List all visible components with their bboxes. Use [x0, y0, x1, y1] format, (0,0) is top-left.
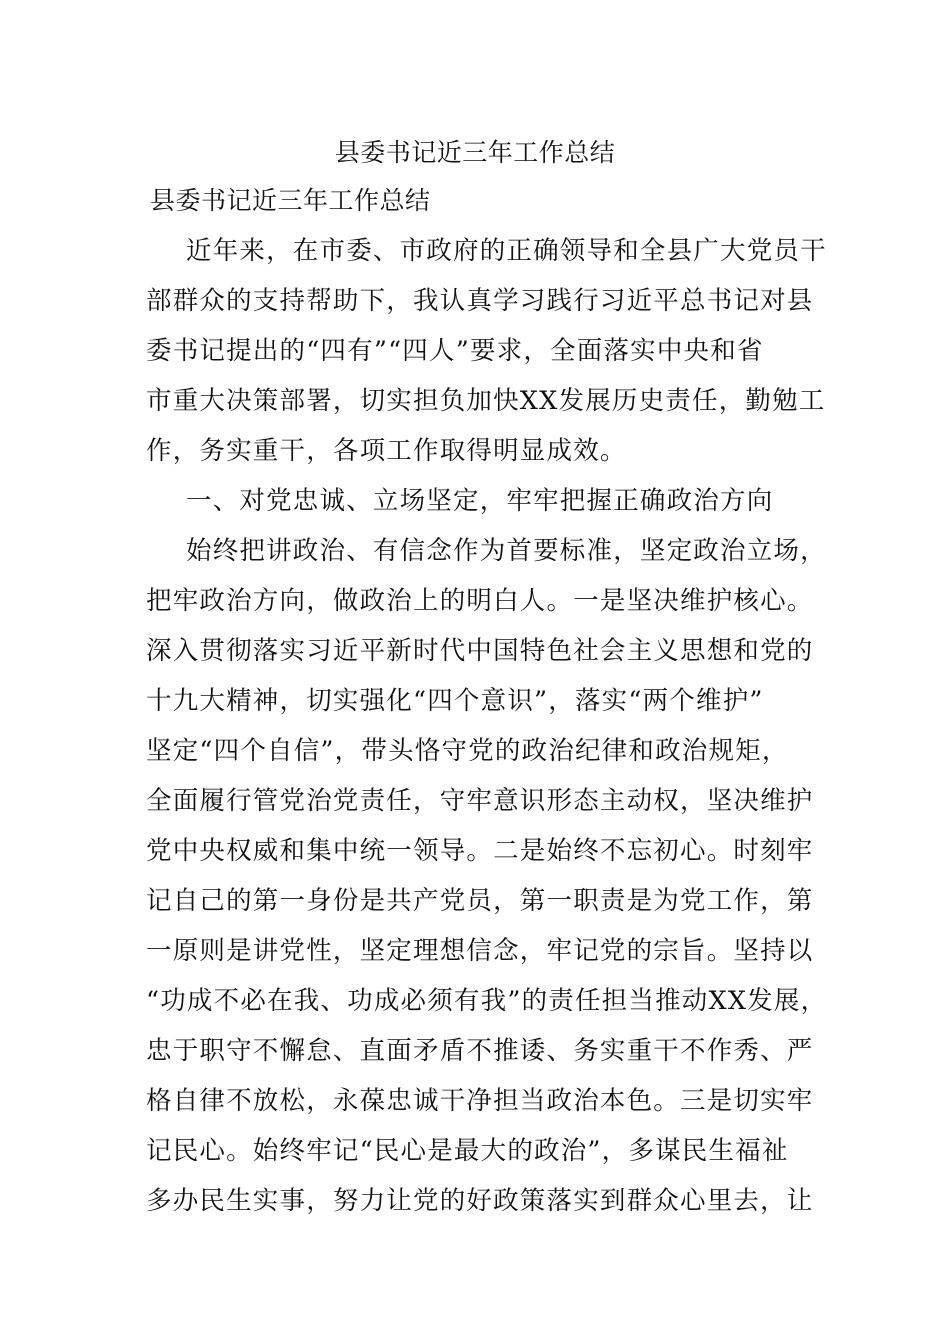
paragraph-line: 一原则是讲党性，坚定理想信念，牢记党的宗旨。坚持以: [146, 936, 814, 966]
paragraph-line: 把牢政治方向，做政治上的明白人。一是坚决维护核心。: [146, 586, 814, 616]
section-heading: 一、对党忠诚、立场坚定，牢牢把握正确政治方向: [186, 486, 774, 516]
paragraph-line: “功成不必在我、功成必须有我”的责任担当推动XX发展，: [146, 986, 828, 1016]
paragraph-line: 记民心。始终牢记“民心是最大的政治”，多谋民生福祉: [146, 1136, 789, 1166]
paragraph-line: 委书记提出的“四有”“四人”要求，全面落实中央和省: [146, 336, 764, 366]
paragraph-line: 忠于职守不懈怠、直面矛盾不推诿、务实重干不作秀、严: [146, 1036, 814, 1066]
paragraph-line: 格自律不放松，永葆忠诚干净担当政治本色。三是切实牢: [146, 1086, 814, 1116]
paragraph-line: 近年来，在市委、市政府的正确领导和全县广大党员干: [186, 236, 827, 266]
paragraph-line: 市重大决策部署，切实担负加快XX发展历史责任，勤勉工: [146, 386, 826, 416]
document-title: 县委书记近三年工作总结: [334, 138, 616, 167]
paragraph-line: 深入贯彻落实习近平新时代中国特色社会主义思想和党的: [146, 636, 814, 666]
paragraph-line: 多办民生实事，努力让党的好政策落实到群众心里去，让: [146, 1186, 814, 1216]
paragraph-line: 全面履行管党治党责任，守牢意识形态主动权，坚决维护: [146, 786, 814, 816]
paragraph-line: 记自己的第一身份是共产党员，第一职责是为党工作，第: [146, 886, 814, 916]
paragraph-line: 部群众的支持帮助下，我认真学习践行习近平总书记对县: [146, 286, 814, 316]
document-subtitle: 县委书记近三年工作总结: [150, 186, 431, 215]
paragraph-line: 十九大精神，切实强化“四个意识”，落实“两个维护”: [146, 686, 764, 716]
paragraph-line: 坚定“四个自信”，带头恪守党的政治纪律和政治规矩，: [146, 736, 789, 766]
paragraph-line: 作，务实重干，各项工作取得明显成效。: [146, 436, 627, 466]
paragraph-line: 党中央权威和集中统一领导。二是始终不忘初心。时刻牢: [146, 836, 814, 866]
paragraph-line: 始终把讲政治、有信念作为首要标准，坚定政治立场，: [186, 536, 827, 566]
